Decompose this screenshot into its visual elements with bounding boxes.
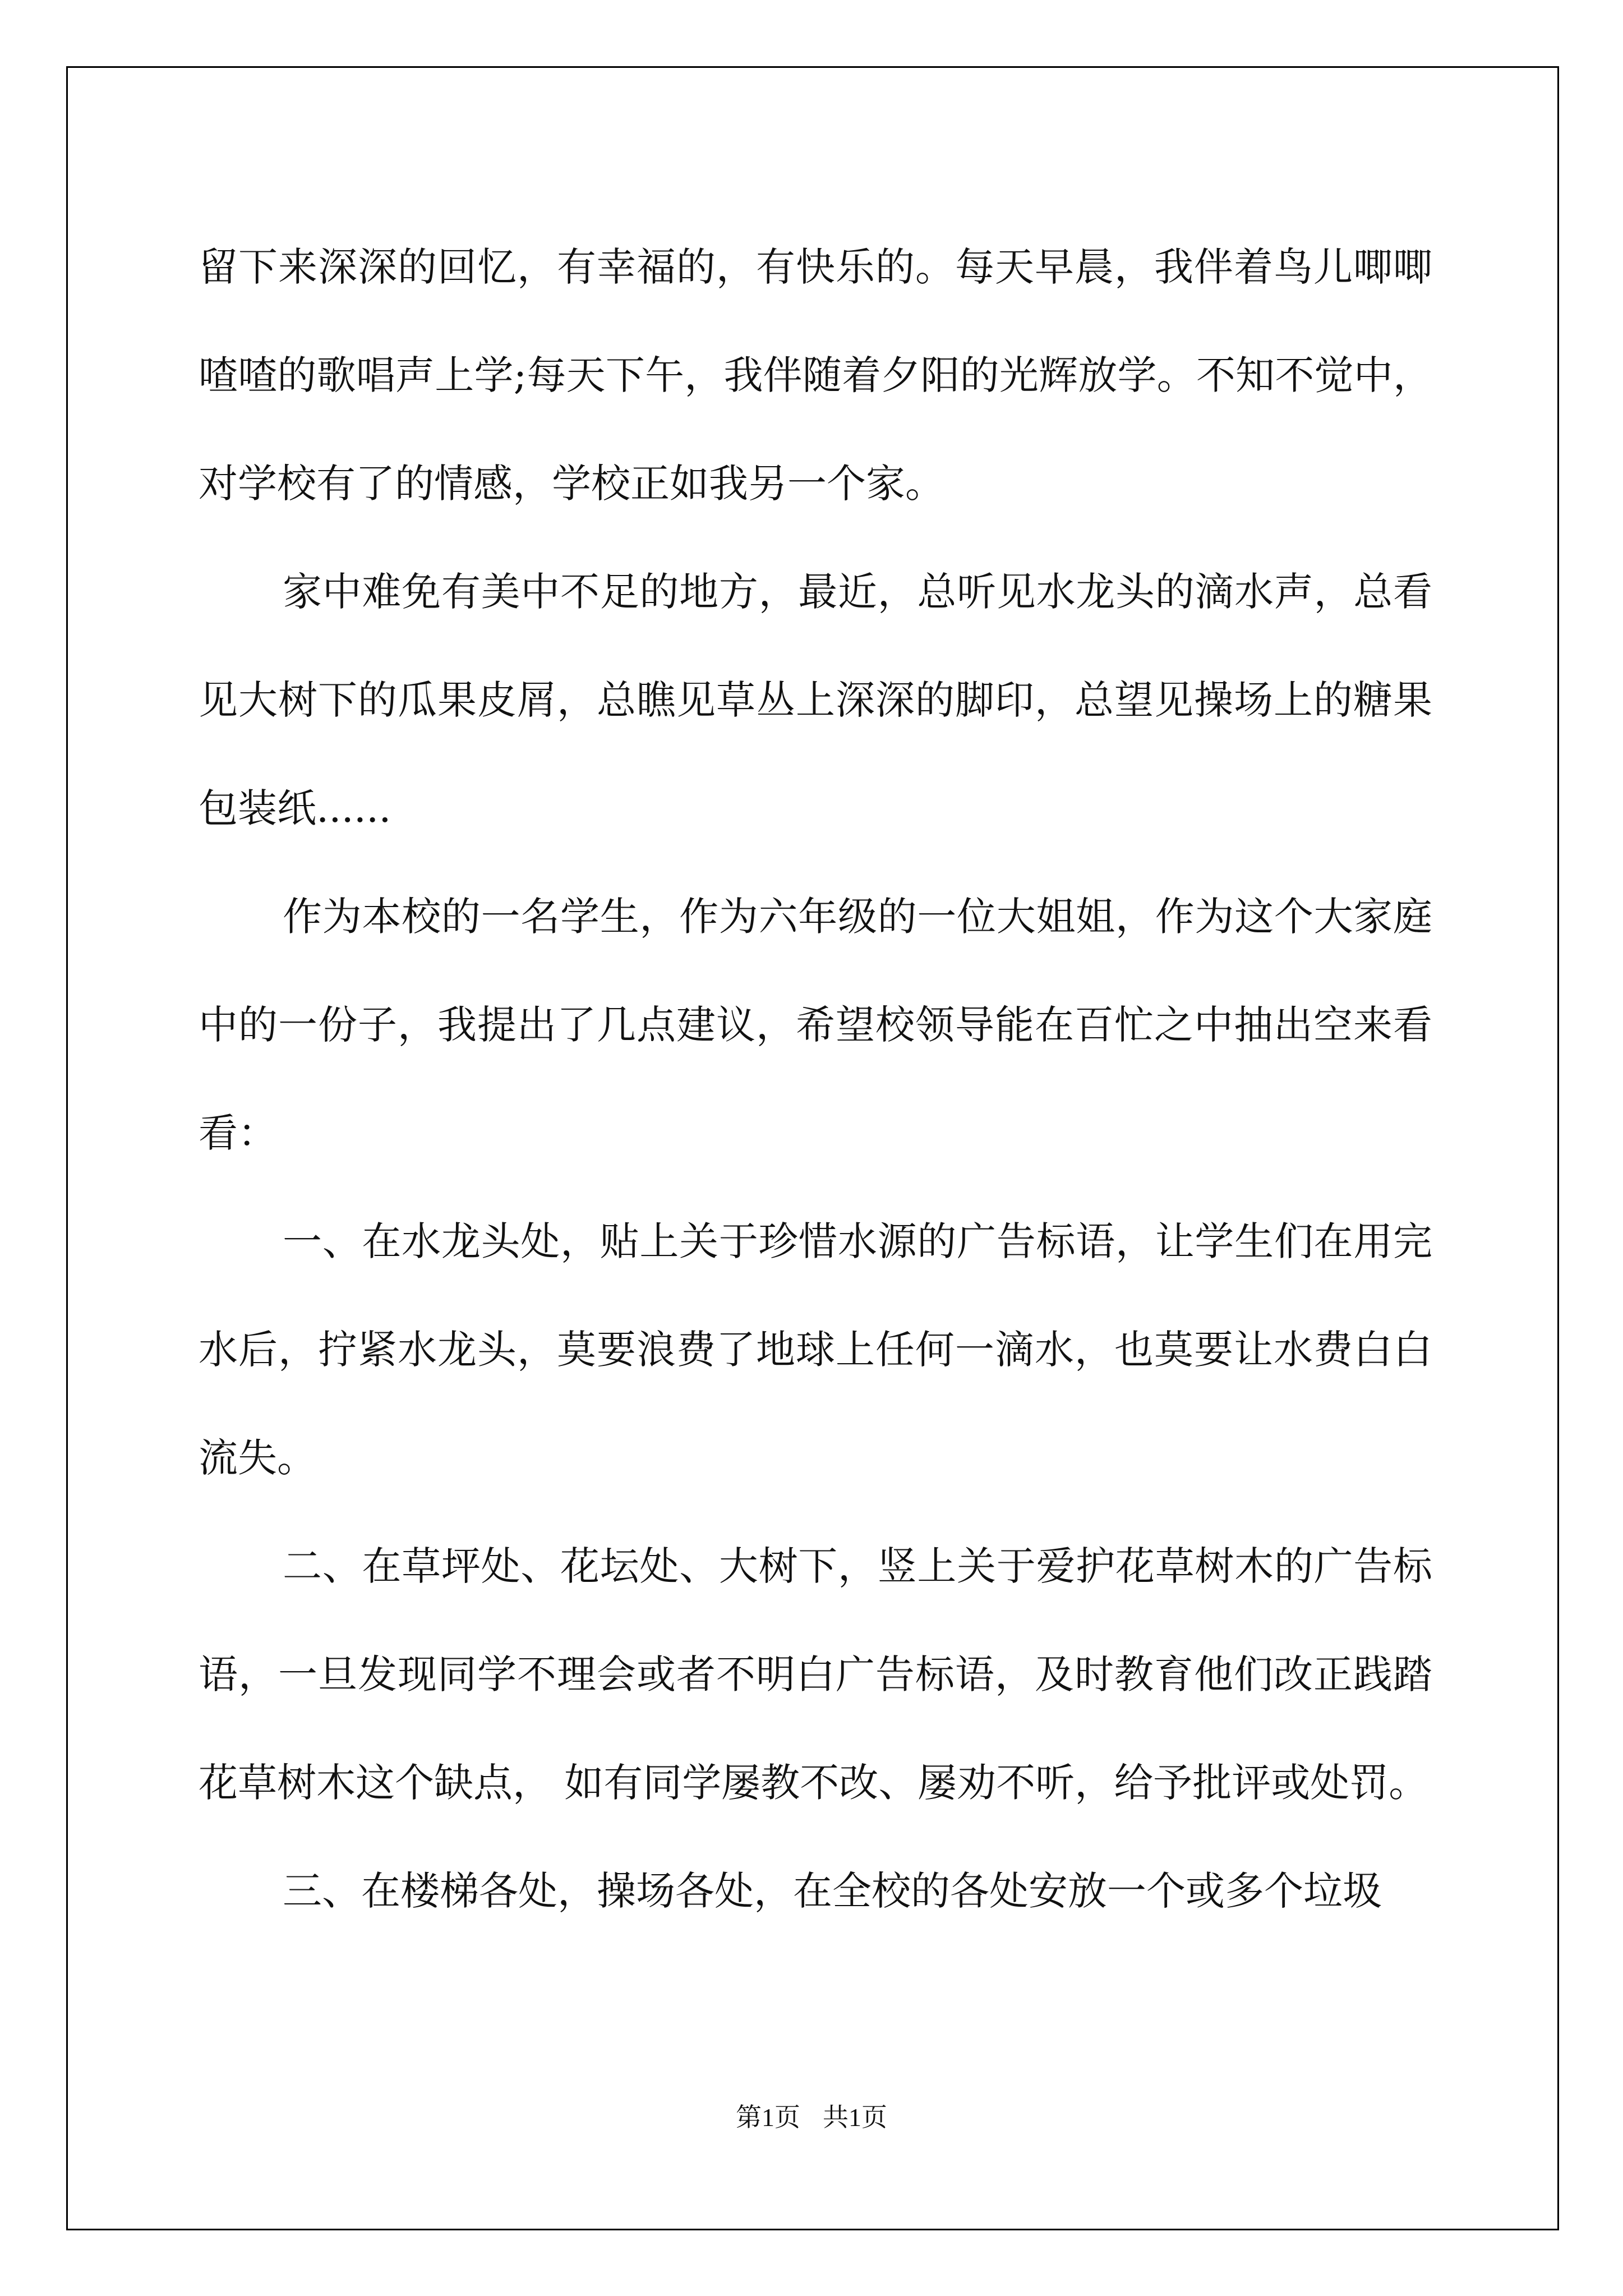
paragraph-4: 一、在水龙头处，贴上关于珍惜水源的广告标语，让学生们在用完水后，拧紧水龙头，莫要浪费了地球上任何一滴水，也莫要让水费白白流失。 <box>199 1218 1432 1481</box>
document-body <box>199 213 1432 1945</box>
page-number-total: 共1页 <box>823 2103 887 2132</box>
paragraph-1: 留下来深深的回忆，有幸福的，有快乐的。每天早晨，我伴着鸟儿唧唧喳喳的歌唱声上学;每天下午，我伴随着夕阳的光辉放学。不知不觉中，对学校有了的情感，学校正如我另一个家。 <box>199 244 1432 507</box>
page-number-current: 第1页 <box>736 2103 800 2132</box>
page-footer <box>0 2097 1623 2134</box>
paragraph-6: 三、在楼梯各处，操场各处，在全校的各处安放一个或多个垃圾 <box>283 1868 1382 1914</box>
paragraph-3: 作为本校的一名学生，作为六年级的一位大姐姐，作为这个大家庭中的一份子，我提出了几点建议，希望校领导能在百忙之中抽出空来看看： <box>199 894 1432 1156</box>
paragraph-5: 二、在草坪处、花坛处、大树下，竖上关于爱护花草树木的广告标语，一旦发现同学不理会或者不明白广告标语，及时教育他们改正践踏花草树木这个缺点， 如有同学屡教不改、屡劝不听，给予批评或处罚。 <box>199 1543 1432 1806</box>
paragraph-2: 家中难免有美中不足的地方，最近，总听见水龙头的滴水声，总看见大树下的瓜果皮屑，总瞧见草丛上深深的脚印，总望见操场上的糖果包装纸...... <box>199 569 1432 831</box>
